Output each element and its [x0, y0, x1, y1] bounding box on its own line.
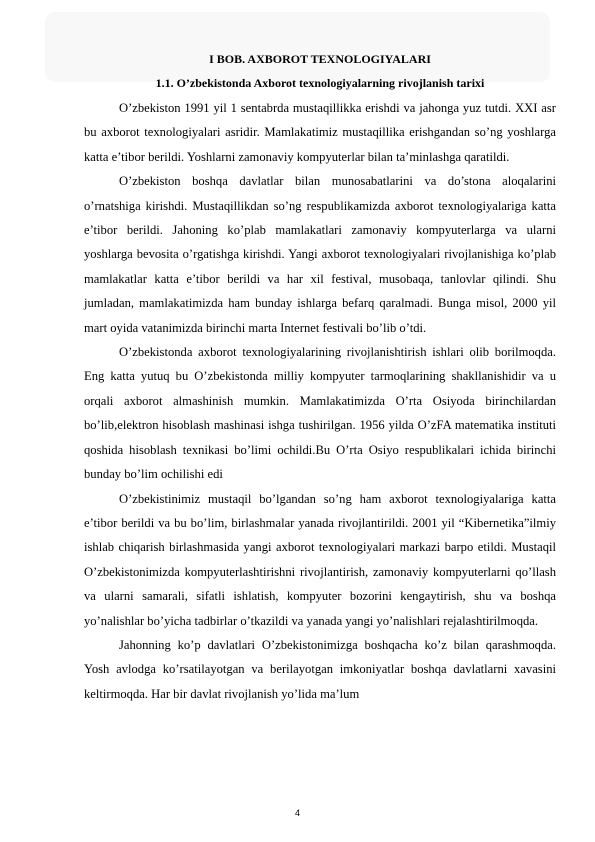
page-number: 4 [294, 808, 300, 818]
chapter-title: I BOB. AXBOROT TEXNOLOGIYALARI [209, 52, 431, 66]
section-title: 1.1. O’zbekistonda Axborot texnologiyalarning rivojlanish tarixi [155, 76, 485, 90]
paragraph: O’zbekiston boshqa davlatlar bilan munosabatlarini va do’stona aloqalarini o’rnatshiga kirishdi. Mustaqillikdan so’ng respublikamizda axborot texnologiyalariga katta e’tibor berildi. Jahoning ko’plab mamlakatlari zamonaviy kompyuterlarga va ularni yoshlarga bevosita o’rgatishga kirishdi. Yangi axborot texnologiyalari rivojlanishiga ko’plab mamlakatlar katta e’tibor berildi va har xil festival, musobaqa, tanlovlar qilindi. Shu jumladan, mamlakatimizda ham bunday ishlarga befarq qaralmadi. Bunga misol, 2000 yil mart oyida vatanimizda birinchi marta Internet festivali bo’lib o’tdi. [84, 174, 556, 335]
paragraph: O’zbekistinimiz mustaqil bo’lgandan so’ng ham axborot texnologiyalariga katta e’tibor berildi va bu bo’lim, birlashmalar yanada rivojlantirildi. 2001 yil “Kibernetika”ilmiy ishlab chiqarish birlashmasida yangi axborot texnologiyalari markazi barpo etildi. Mustaqil O’zbekistonimizda kompyuterlashtirishni rivojlantirish, zamonaviy kompyuterlarni qo’llash va ularni samarali, sifatli ishlatish, kompyuter bozorini kengaytirish, shu va boshqa yo’nalishlar bo’yicha tadbirlar o’tkazildi va yanada yangi yo’nalishlari rejalashtirilmoqda. [84, 491, 556, 628]
body-text [84, 96, 556, 706]
paragraph: Jahonning ko’p davlatlari O’zbekistonimizga boshqacha ko’z bilan qarashmoqda. Yosh avlodga ko’rsatilayotgan va berilayotgan imkoniyatlar boshqa davlatlarni xavasini keltirmoqda. Har bir davlat rivojlanish yo’lida ma’lum [84, 637, 556, 701]
paragraph: O’zbekiston 1991 yil 1 sentabrda mustaqillikka erishdi va jahonga yuz tutdi. XXI asr bu axborot texnologiyalari asridir. Mamlakatimiz mustaqillika erishgandan so’ng yoshlarga katta e’tibor berildi. Yoshlarni zamonaviy kompyuterlar bilan ta’minlashga qaratildi. [84, 101, 556, 164]
watermark-logo [45, 12, 550, 82]
paragraph: O’zbekistonda axborot texnologiyalarining rivojlanishtirish ishlari olib borilmoqda. Eng katta yutuq bu O’zbekistonda milliy kompyuter tarmoqlarining shakllanishidir va u orqali axborot almashinish mumkin. Mamlakatimizda O’rta Osiyoda birinchilardan bo’lib,elektron hisoblash mashinasi ishga tushirilgan. 1956 yilda O’zFA matematika instituti qoshida hisoblash texnikasi bo’limi ochildi.Bu O’rta Osiyo respublikalari ichida birinchi bunday bo’lim ochilishi edi [84, 345, 556, 482]
